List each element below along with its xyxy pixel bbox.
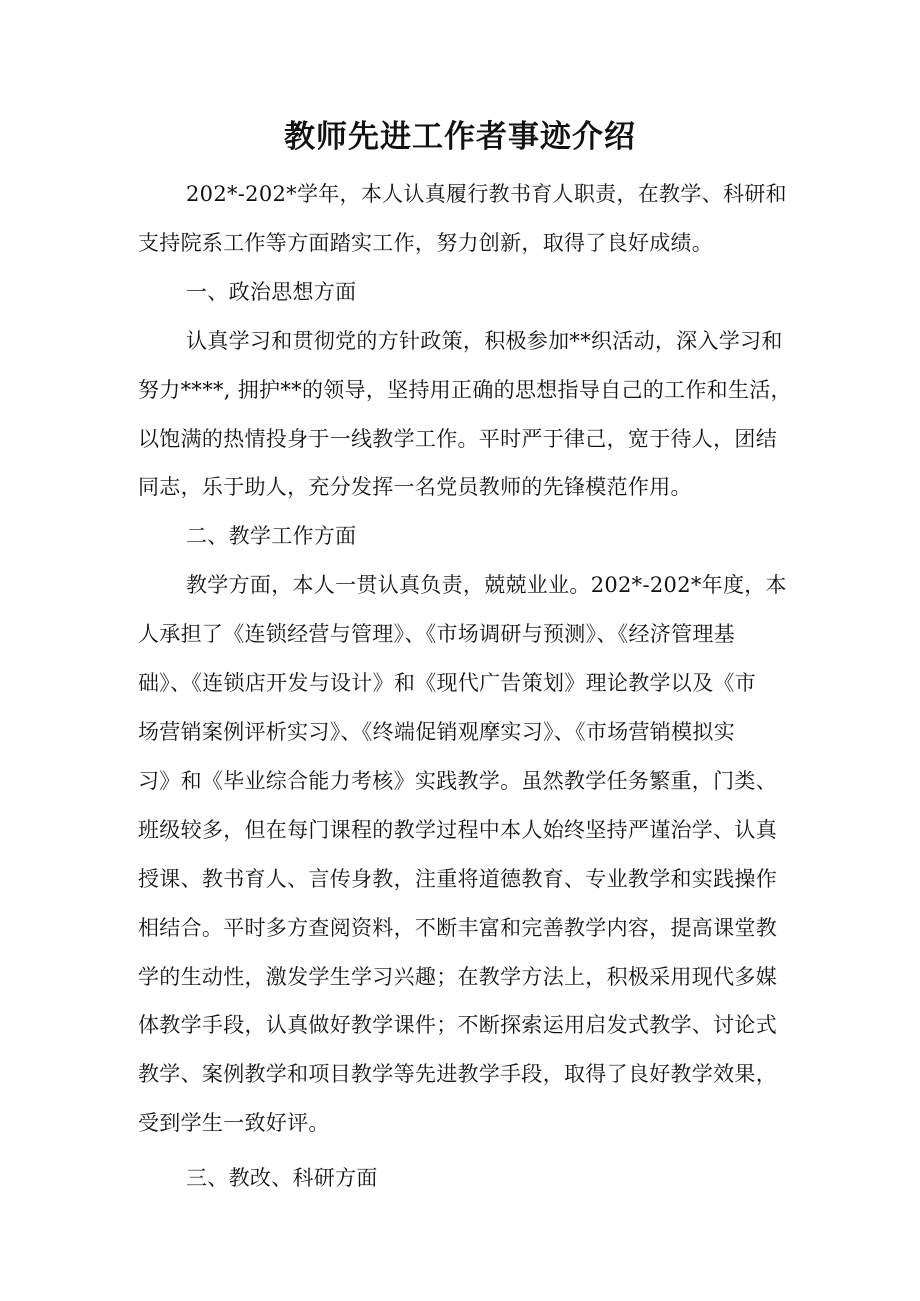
paragraph-line: 202*-202*学年，本人认真履行教书育人职责，在教学、科研和 — [186, 182, 787, 206]
section-heading: 一、政治思想方面 — [186, 279, 357, 304]
paragraph-line: 同志，乐于助人，充分发挥一名党员教师的先锋模范作用。 — [138, 475, 692, 500]
paragraph-line: 努力****, 拥护**的领导，坚持用正确的思想指导自己的工作和生活， — [138, 377, 792, 402]
paragraph-line: 础》、《连锁店开发与设计》和《现代广告策划》理论教学以及《市 — [138, 671, 756, 696]
paragraph-line: 相结合。平时多方查阅资料，不断丰富和完善教学内容，提高课堂教 — [138, 915, 777, 940]
paragraph-line: 场营销案例评析实习》、《终端促销观摩实习》、《市场营销模拟实 — [138, 719, 735, 744]
paragraph-line: 受到学生一致好评。 — [138, 1111, 330, 1136]
paragraph-line: 授课、教书育人、言传身教，注重将道德教育、专业教学和实践操作 — [138, 866, 777, 891]
paragraph-line: 以饱满的热情投身于一线教学工作。平时严于律己，宽于待人，团结 — [138, 426, 777, 451]
paragraph-line: 认真学习和贯彻党的方针政策，积极参加**织活动，深入学习和 — [186, 328, 783, 353]
paragraph-line: 教学方面，本人一贯认真负责，兢兢业业。202*-202*年度，本 — [186, 573, 787, 598]
document-body — [138, 170, 792, 1203]
section-heading: 三、教改、科研方面 — [186, 1166, 378, 1191]
paragraph-line: 支持院系工作等方面踏实工作，努力创新，取得了良好成绩。 — [138, 230, 714, 255]
paragraph-line: 体教学手段，认真做好教学课件；不断探索运用启发式教学、讨论式 — [138, 1013, 777, 1038]
document-title: 教师先进工作者事迹介绍 — [284, 119, 636, 155]
paragraph-line: 教学、案例教学和项目教学等先进教学手段，取得了良好教学效果， — [138, 1062, 777, 1087]
paragraph-line: 学的生动性，激发学生学习兴趣；在教学方法上，积极采用现代多媒 — [138, 964, 777, 989]
paragraph-line: 人承担了《连锁经营与管理》、《市场调研与预测》、《经济管理基 — [138, 622, 735, 647]
section-heading: 二、教学工作方面 — [186, 524, 357, 549]
paragraph-line: 习》和《毕业综合能力考核》实践教学。虽然教学任务繁重，门类、 — [138, 768, 777, 793]
paragraph-line: 班级较多，但在每门课程的教学过程中本人始终坚持严谨治学、认真 — [138, 817, 777, 842]
